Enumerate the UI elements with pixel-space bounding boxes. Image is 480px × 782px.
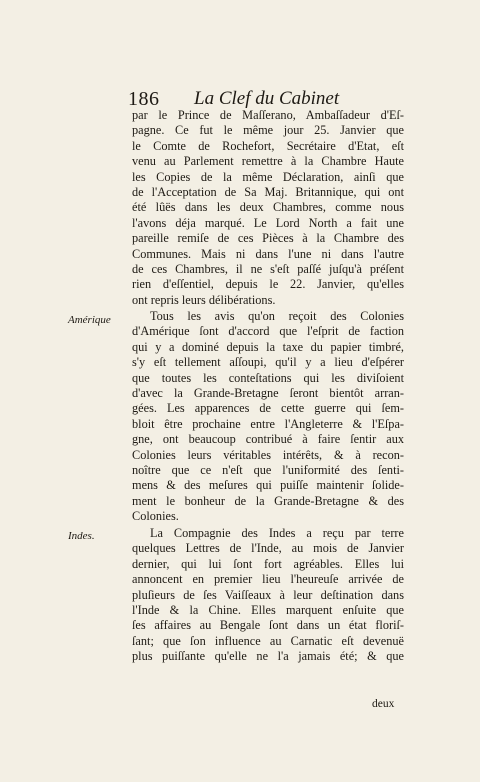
text-line: que toutes les conteſtations qui les diviſoient: [132, 370, 404, 385]
text-line: pluſieurs de ſes Vaiſſeaux à leur deſtination dans: [132, 587, 404, 602]
text-line: qui y a dominé depuis la taxe du papier timbré,: [132, 339, 404, 354]
text-line: d'Amérique ſont d'accord que l'eſprit de faction: [132, 324, 404, 339]
text-line: l'avons déja marqué. Le Lord North a fait une: [132, 215, 404, 230]
paragraph-1: [132, 108, 404, 308]
text-line: La Compagnie des Indes a reçu par terre: [150, 526, 404, 540]
text-line: ment le bonheur de la Grande-Bretagne & des: [132, 493, 404, 508]
text-line: Colonies.: [132, 509, 179, 524]
text-line: rien d'eſſentiel, depuis le 22. Janvier, qu'elles: [132, 277, 404, 292]
text-line: pareille remiſe de ces Pièces à la Chambre des: [132, 231, 404, 246]
margin-note-amerique: Amérique: [68, 314, 111, 326]
text-line: Colonies leurs véritables intérêts, & à recon-: [132, 447, 404, 462]
catchword: deux: [372, 698, 395, 710]
text-line: de l'Acceptation de Sa Maj. Britannique, qui ont: [132, 184, 404, 199]
text-line: Communes. Mais ni dans l'une ni dans l'autre: [132, 246, 404, 261]
page-number: 186: [128, 88, 160, 110]
text-line: d'avec la Grande-Bretagne ſeront bientôt arran-: [132, 385, 404, 400]
margin-note-indes: Indes.: [68, 530, 95, 542]
text-line: plus puiſſante qu'elle ne l'a jamais été; & que: [132, 649, 404, 664]
text-line: mens & des meſures qui puiſſe maintenir ſolide-: [132, 478, 404, 493]
text-line: quelques Lettres de l'Inde, au mois de Janvier: [132, 541, 404, 556]
text-line: pagne. Ce fut le même jour 25. Janvier que: [132, 123, 404, 138]
running-title: La Clef du Cabinet: [194, 88, 340, 109]
text-line: ſant; que ſon influence au Carnatic eſt devenuë: [132, 633, 404, 648]
text-line: été lûës dans les deux Chambres, comme nous: [132, 200, 404, 215]
text-line: venu au Parlement remettre à la Chambre Haute: [132, 154, 404, 169]
text-line: ſes affaires au Bengale ſont dans un état floriſ-: [132, 618, 404, 633]
text-line: annoncent en premier lieu l'heureuſe arrivée de: [132, 572, 404, 587]
text-line: l'Inde & la Chine. Elles marquent enſuite que: [132, 602, 404, 617]
text-line: ont repris leurs délibérations.: [132, 292, 276, 307]
text-line: bloit être prochaine entre l'Angleterre & l'Eſpa-: [132, 416, 404, 431]
text-line: gées. Les apparences de cette guerre qui ſem-: [132, 401, 404, 416]
text-line: les Copies de la même Déclaration, ainſi que: [132, 169, 404, 184]
text-line: noître que ce n'eſt que l'uniformité des ſenti-: [132, 462, 404, 477]
text-line: Tous les avis qu'on reçoit des Colonies: [150, 309, 404, 323]
text-line: s'y eſt tellement aſſoupi, qu'il y a lieu d'eſpérer: [132, 355, 404, 370]
paragraph-3: [132, 526, 404, 665]
text-line: dernier, qui lui ſont fort agréables. Elles lui: [132, 556, 404, 571]
text-line: gne, ont beaucoup contribué à faire ſentir aux: [132, 432, 404, 447]
text-line: par le Prince de Maſſerano, Ambaſſadeur d'Eſ-: [132, 108, 404, 122]
paragraph-2: [132, 309, 404, 524]
running-header: [128, 88, 368, 110]
text-line: le Comte de Rochefort, Secrétaire d'Etat, eſt: [132, 138, 404, 153]
text-line: de ces Chambres, il ne s'eſt paſſé juſqu'à préſent: [132, 261, 404, 276]
